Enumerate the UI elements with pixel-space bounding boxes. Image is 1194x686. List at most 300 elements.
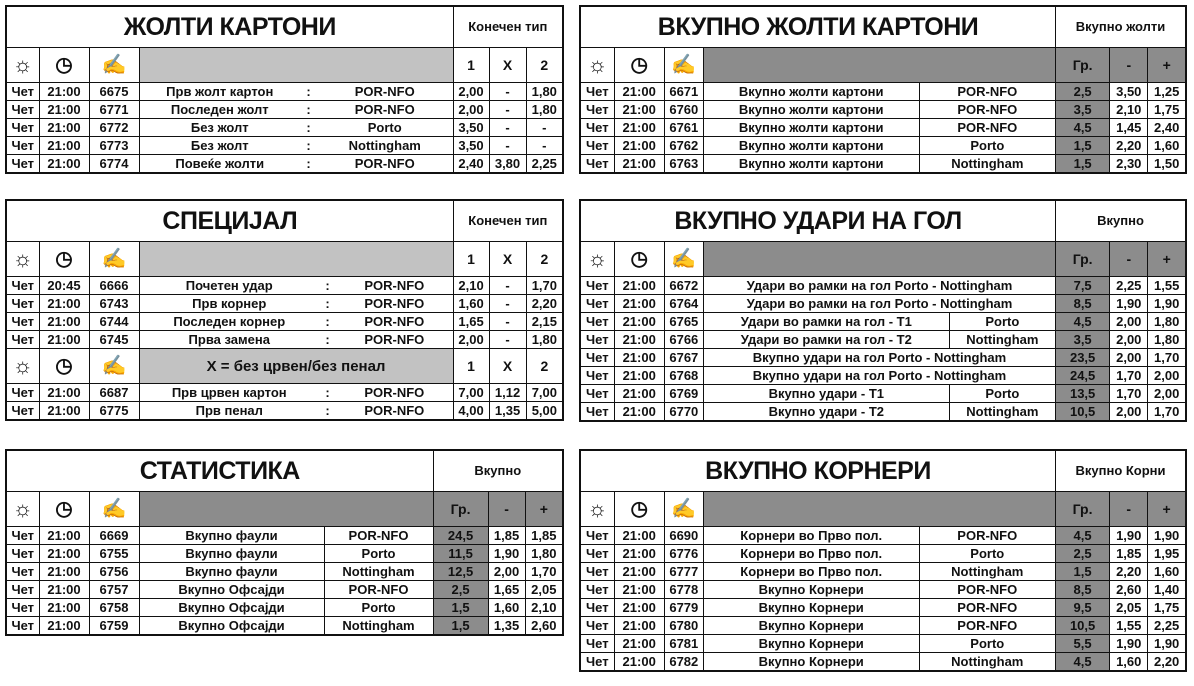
- odd-over[interactable]: 1,50: [1148, 155, 1186, 174]
- odd-under[interactable]: 3,50: [1110, 83, 1148, 101]
- odd-under[interactable]: 1,90: [1110, 527, 1148, 545]
- bet-name: Вкупно Корнери: [703, 617, 919, 635]
- odd-under[interactable]: 1,90: [488, 545, 525, 563]
- line-value: 1,5: [1056, 155, 1110, 174]
- day: Чет: [6, 83, 39, 101]
- col-gr: Гр.: [1056, 242, 1110, 277]
- code: 6765: [664, 313, 703, 331]
- table-row: [580, 653, 1186, 672]
- odd-x[interactable]: 1,35: [489, 402, 526, 421]
- odd-x[interactable]: 1,12: [489, 384, 526, 402]
- day: Чет: [580, 385, 614, 403]
- day: Чет: [6, 563, 39, 581]
- code: 6780: [664, 617, 703, 635]
- odd-1[interactable]: 1,65: [453, 313, 489, 331]
- sub-header-label: X = без црвен/без пенал: [139, 349, 453, 384]
- code: 6766: [664, 331, 703, 349]
- team: POR-NFO: [324, 581, 433, 599]
- odd-over[interactable]: 1,60: [1148, 137, 1186, 155]
- odd-under[interactable]: 2,05: [1110, 599, 1148, 617]
- odd-under[interactable]: 2,00: [1110, 313, 1148, 331]
- table-row: [580, 349, 1186, 367]
- col-1: 1: [453, 242, 489, 277]
- bet-name: Удари во рамки на гол Porto - Nottingham: [703, 295, 1055, 313]
- code: 6777: [664, 563, 703, 581]
- day: Чет: [580, 331, 614, 349]
- clock-icon: ◷: [614, 492, 664, 527]
- line-value: 10,5: [1056, 403, 1110, 422]
- odd-2[interactable]: 2,20: [526, 295, 563, 313]
- team: Nottingham: [949, 331, 1055, 349]
- team: POR-NFO: [919, 581, 1055, 599]
- odd-1[interactable]: 2,40: [453, 155, 489, 174]
- day: Чет: [580, 101, 614, 119]
- table-row: [6, 581, 563, 599]
- line-value: 3,5: [1056, 331, 1110, 349]
- day: Чет: [580, 349, 614, 367]
- odd-2[interactable]: 2,15: [526, 313, 563, 331]
- time: 21:00: [614, 137, 664, 155]
- bet-name: Вкупно жолти картони: [703, 155, 919, 174]
- code: 6767: [664, 349, 703, 367]
- odd-over[interactable]: 2,00: [1148, 385, 1186, 403]
- day: Чет: [6, 545, 39, 563]
- line-value: 2,5: [1056, 83, 1110, 101]
- line-value: 3,5: [1056, 101, 1110, 119]
- odd-over[interactable]: 1,80: [1148, 331, 1186, 349]
- odd-over[interactable]: 1,75: [1148, 599, 1186, 617]
- team: Nottingham: [324, 563, 433, 581]
- bet-name: Корнери во Прво пол.: [703, 563, 919, 581]
- odd-under[interactable]: 1,35: [488, 617, 525, 636]
- odd-2[interactable]: 5,00: [526, 402, 563, 421]
- time: 21:00: [39, 384, 89, 402]
- odd-2[interactable]: 1,70: [526, 277, 563, 295]
- table-row: [580, 617, 1186, 635]
- col-2: 2: [526, 349, 563, 384]
- time: 21:00: [39, 313, 89, 331]
- team: Porto: [919, 545, 1055, 563]
- col-gr: Гр.: [1056, 48, 1110, 83]
- odd-under[interactable]: 2,20: [1110, 137, 1148, 155]
- team: Nottingham: [919, 563, 1055, 581]
- time: 21:00: [39, 137, 89, 155]
- bet-name: Прв црвен картон: [139, 384, 319, 402]
- code: 6770: [664, 403, 703, 422]
- team: Porto: [324, 599, 433, 617]
- time: 21:00: [614, 83, 664, 101]
- odd-under[interactable]: 2,20: [1110, 563, 1148, 581]
- time: 21:00: [614, 545, 664, 563]
- odd-1[interactable]: 3,50: [453, 137, 489, 155]
- code: 6756: [89, 563, 139, 581]
- code: 6772: [89, 119, 139, 137]
- line-value: 24,5: [1056, 367, 1110, 385]
- team: POR-NFO: [336, 295, 453, 313]
- time: 21:00: [614, 155, 664, 174]
- bet-name: Без жолт: [139, 137, 300, 155]
- odd-2[interactable]: 1,80: [526, 331, 563, 349]
- table-row: Чет 21:00 6744 Последен корнер : POR-NFO 1,65 - 2,15: [6, 313, 563, 331]
- team: Nottingham: [317, 137, 453, 155]
- line-value: 4,5: [1056, 119, 1110, 137]
- team: POR-NFO: [324, 527, 433, 545]
- line-value: 1,5: [1056, 137, 1110, 155]
- pen-icon: ✍: [664, 242, 703, 277]
- bet-name: Прв пенал: [139, 402, 319, 421]
- table-row: Чет 21:00 6773 Без жолт : Nottingham 3,50 - -: [6, 137, 563, 155]
- time: 21:00: [614, 581, 664, 599]
- odd-2[interactable]: -: [526, 119, 563, 137]
- col-gr: Гр.: [1056, 492, 1110, 527]
- day: Чет: [580, 83, 614, 101]
- code: 6771: [89, 101, 139, 119]
- odd-1[interactable]: 2,00: [453, 83, 489, 101]
- sun-icon: ☼: [6, 492, 39, 527]
- odd-2[interactable]: 1,80: [526, 83, 563, 101]
- statistics-table: [5, 449, 562, 636]
- odd-over[interactable]: 1,95: [1148, 545, 1186, 563]
- section-title: ЖОЛТИ КАРТОНИ: [6, 6, 453, 48]
- odd-x[interactable]: -: [489, 277, 526, 295]
- type-label: Вкупно жолти: [1056, 6, 1186, 48]
- bet-name: Последен корнер: [139, 313, 319, 331]
- day: Чет: [580, 277, 614, 295]
- table-row: Чет 21:00 6772 Без жолт : Porto 3,50 - -: [6, 119, 563, 137]
- team: POR-NFO: [919, 101, 1055, 119]
- odd-over[interactable]: 1,75: [1148, 101, 1186, 119]
- odd-x[interactable]: -: [489, 295, 526, 313]
- table-row: [580, 545, 1186, 563]
- table-row: [580, 385, 1186, 403]
- odd-over[interactable]: 1,60: [1148, 563, 1186, 581]
- col-x: X: [489, 349, 526, 384]
- day: Чет: [580, 527, 614, 545]
- odd-under[interactable]: 1,85: [1110, 545, 1148, 563]
- odd-1[interactable]: 7,00: [453, 384, 489, 402]
- code: 6782: [664, 653, 703, 672]
- code: 6755: [89, 545, 139, 563]
- code: 6759: [89, 617, 139, 636]
- odd-1[interactable]: 2,00: [453, 331, 489, 349]
- col-minus: -: [1110, 48, 1148, 83]
- type-label: Вкупно: [1056, 200, 1186, 242]
- time: 21:00: [614, 599, 664, 617]
- bet-name: Вкупно удари на гол Porto - Nottingham: [703, 349, 1055, 367]
- odd-1[interactable]: 1,60: [453, 295, 489, 313]
- time: 21:00: [39, 83, 89, 101]
- clock-icon: ◷: [39, 492, 89, 527]
- team: POR-NFO: [919, 119, 1055, 137]
- code: 6758: [89, 599, 139, 617]
- team: POR-NFO: [919, 83, 1055, 101]
- team: Porto: [949, 313, 1055, 331]
- odd-under[interactable]: 1,60: [1110, 653, 1148, 672]
- table-row: Чет 21:00 6687 Прв црвен картон : POR-NFO 7,00 1,12 7,00: [6, 384, 563, 402]
- yellow-cards-table: [5, 5, 562, 174]
- time: 21:00: [614, 119, 664, 137]
- odd-2[interactable]: 2,25: [526, 155, 563, 174]
- odd-over[interactable]: 1,90: [1148, 295, 1186, 313]
- type-label: Конечен тип: [453, 6, 563, 48]
- odd-over[interactable]: 1,70: [1148, 403, 1186, 422]
- odd-under[interactable]: 1,90: [1110, 635, 1148, 653]
- line-value: 11,5: [433, 545, 488, 563]
- odd-over[interactable]: 1,25: [1148, 83, 1186, 101]
- day: Чет: [6, 581, 39, 599]
- total-corners-table: [579, 449, 1187, 672]
- odd-over[interactable]: 2,10: [525, 599, 563, 617]
- col-plus: +: [525, 492, 563, 527]
- day: Чет: [580, 653, 614, 672]
- line-value: 8,5: [1056, 295, 1110, 313]
- time: 21:00: [39, 527, 89, 545]
- table-row: [580, 155, 1186, 174]
- clock-icon: ◷: [39, 242, 89, 277]
- code: 6669: [89, 527, 139, 545]
- odd-x[interactable]: -: [489, 83, 526, 101]
- header-blank: [139, 48, 453, 83]
- col-2: 2: [526, 48, 563, 83]
- sun-icon: ☼: [580, 492, 614, 527]
- team: POR-NFO: [317, 155, 453, 174]
- day: Чет: [6, 313, 39, 331]
- bet-name: Удари во рамки на гол - Т2: [703, 331, 949, 349]
- odd-under[interactable]: 2,60: [1110, 581, 1148, 599]
- team: Nottingham: [919, 653, 1055, 672]
- col-1: 1: [453, 48, 489, 83]
- time: 21:00: [39, 545, 89, 563]
- team: POR-NFO: [336, 331, 453, 349]
- day: Чет: [6, 331, 39, 349]
- code: 6666: [89, 277, 139, 295]
- odd-under[interactable]: 2,00: [1110, 403, 1148, 422]
- odd-1[interactable]: 2,00: [453, 101, 489, 119]
- table-row: Чет 21:00 6745 Прва замена : POR-NFO 2,00 - 1,80: [6, 331, 563, 349]
- special-table: [5, 199, 562, 421]
- odd-x[interactable]: 3,80: [489, 155, 526, 174]
- header-blank: [703, 242, 1055, 277]
- line-value: 1,5: [1056, 563, 1110, 581]
- odd-2[interactable]: 1,80: [526, 101, 563, 119]
- odd-under[interactable]: 1,60: [488, 599, 525, 617]
- time: 21:00: [614, 385, 664, 403]
- code: 6745: [89, 331, 139, 349]
- line-value: 8,5: [1056, 581, 1110, 599]
- table-row: Чет 21:00 6675 Прв жолт картон : POR-NFO 2,00 - 1,80: [6, 83, 563, 101]
- odd-over[interactable]: 1,40: [1148, 581, 1186, 599]
- odd-2[interactable]: 7,00: [526, 384, 563, 402]
- table-row: [6, 545, 563, 563]
- table-row: [580, 563, 1186, 581]
- table-row: [580, 313, 1186, 331]
- day: Чет: [6, 384, 39, 402]
- odd-x[interactable]: -: [489, 313, 526, 331]
- table-row: [580, 295, 1186, 313]
- pen-icon: ✍: [89, 242, 139, 277]
- code: 6671: [664, 83, 703, 101]
- pen-icon: ✍: [664, 492, 703, 527]
- table-row: [580, 277, 1186, 295]
- bet-name: Вкупно фаули: [139, 545, 324, 563]
- time: 21:00: [614, 367, 664, 385]
- odd-1[interactable]: 4,00: [453, 402, 489, 421]
- odd-x[interactable]: -: [489, 101, 526, 119]
- bet-name: Почетен удар: [139, 277, 319, 295]
- odd-over[interactable]: 1,85: [525, 527, 563, 545]
- odd-over[interactable]: 1,80: [525, 545, 563, 563]
- team: POR-NFO: [919, 599, 1055, 617]
- day: Чет: [580, 581, 614, 599]
- table-row: [6, 563, 563, 581]
- odd-under[interactable]: 1,70: [1110, 385, 1148, 403]
- odd-x[interactable]: -: [489, 119, 526, 137]
- time: 21:00: [39, 119, 89, 137]
- table-row: [580, 367, 1186, 385]
- odd-under[interactable]: 1,65: [488, 581, 525, 599]
- odd-over[interactable]: 2,60: [525, 617, 563, 636]
- clock-icon: ◷: [39, 48, 89, 83]
- odd-1[interactable]: 2,10: [453, 277, 489, 295]
- code: 6774: [89, 155, 139, 174]
- clock-icon: ◷: [39, 349, 89, 384]
- bet-name: Вкупно Офсајди: [139, 581, 324, 599]
- time: 21:00: [614, 277, 664, 295]
- table-row: [580, 119, 1186, 137]
- day: Чет: [6, 137, 39, 155]
- odd-x[interactable]: -: [489, 137, 526, 155]
- day: Чет: [6, 295, 39, 313]
- bet-name: Вкупно фаули: [139, 563, 324, 581]
- col-minus: -: [488, 492, 525, 527]
- bet-name: Вкупно Офсајди: [139, 599, 324, 617]
- table-row: [6, 599, 563, 617]
- code: 6764: [664, 295, 703, 313]
- odd-under[interactable]: 1,90: [1110, 295, 1148, 313]
- col-x: X: [489, 48, 526, 83]
- odd-over[interactable]: 1,70: [1148, 349, 1186, 367]
- time: 21:00: [39, 402, 89, 421]
- odd-2[interactable]: -: [526, 137, 563, 155]
- team: Nottingham: [949, 403, 1055, 422]
- header-blank: [139, 492, 433, 527]
- odd-under[interactable]: 2,00: [1110, 349, 1148, 367]
- col-2: 2: [526, 242, 563, 277]
- day: Чет: [580, 635, 614, 653]
- day: Чет: [580, 545, 614, 563]
- team: POR-NFO: [336, 402, 453, 421]
- bet-name: Вкупно Корнери: [703, 635, 919, 653]
- day: Чет: [580, 563, 614, 581]
- code: 6769: [664, 385, 703, 403]
- odd-under[interactable]: 2,00: [1110, 331, 1148, 349]
- col-plus: +: [1148, 48, 1186, 83]
- line-value: 5,5: [1056, 635, 1110, 653]
- odd-under[interactable]: 2,25: [1110, 277, 1148, 295]
- code: 6744: [89, 313, 139, 331]
- time: 21:00: [614, 403, 664, 422]
- bet-name: Вкупно удари на гол Porto - Nottingham: [703, 367, 1055, 385]
- line-value: 24,5: [433, 527, 488, 545]
- code: 6690: [664, 527, 703, 545]
- bet-name: Вкупно Корнери: [703, 653, 919, 672]
- day: Чет: [6, 155, 39, 174]
- day: Чет: [580, 617, 614, 635]
- team: Nottingham: [919, 155, 1055, 174]
- sun-icon: ☼: [6, 349, 39, 384]
- odd-over[interactable]: 2,25: [1148, 617, 1186, 635]
- odd-over[interactable]: 1,70: [525, 563, 563, 581]
- odd-under[interactable]: 2,00: [488, 563, 525, 581]
- line-value: 2,5: [1056, 545, 1110, 563]
- table-row: Чет 21:00 6743 Прв корнер : POR-NFO 1,60 - 2,20: [6, 295, 563, 313]
- odd-over[interactable]: 2,05: [525, 581, 563, 599]
- team: POR-NFO: [919, 527, 1055, 545]
- table-row: [580, 599, 1186, 617]
- odd-over[interactable]: 1,80: [1148, 313, 1186, 331]
- col-plus: +: [1148, 242, 1186, 277]
- odd-over[interactable]: 1,90: [1148, 635, 1186, 653]
- line-value: 1,5: [433, 617, 488, 636]
- time: 21:00: [39, 331, 89, 349]
- time: 21:00: [39, 599, 89, 617]
- time: 21:00: [614, 349, 664, 367]
- time: 21:00: [39, 295, 89, 313]
- odd-under[interactable]: 1,55: [1110, 617, 1148, 635]
- odd-under[interactable]: 2,10: [1110, 101, 1148, 119]
- code: 6675: [89, 83, 139, 101]
- code: 6757: [89, 581, 139, 599]
- type-label: Конечен тип: [453, 200, 563, 242]
- odd-under[interactable]: 1,45: [1110, 119, 1148, 137]
- day: Чет: [580, 137, 614, 155]
- odd-over[interactable]: 2,00: [1148, 367, 1186, 385]
- line-value: 13,5: [1056, 385, 1110, 403]
- time: 21:00: [39, 563, 89, 581]
- col-gr: Гр.: [433, 492, 488, 527]
- odd-under[interactable]: 2,30: [1110, 155, 1148, 174]
- bet-name: Удари во рамки на гол - Т1: [703, 313, 949, 331]
- bet-name: Вкупно Корнери: [703, 581, 919, 599]
- time: 21:00: [614, 635, 664, 653]
- line-value: 4,5: [1056, 527, 1110, 545]
- pen-icon: ✍: [89, 48, 139, 83]
- code: 6763: [664, 155, 703, 174]
- odd-over[interactable]: 2,20: [1148, 653, 1186, 672]
- odd-1[interactable]: 3,50: [453, 119, 489, 137]
- table-row: [580, 403, 1186, 422]
- odd-over[interactable]: 1,90: [1148, 527, 1186, 545]
- odd-under[interactable]: 1,85: [488, 527, 525, 545]
- bet-name: Повеќе жолти: [139, 155, 300, 174]
- bet-name: Вкупно жолти картони: [703, 101, 919, 119]
- time: 21:00: [614, 313, 664, 331]
- odd-x[interactable]: -: [489, 331, 526, 349]
- odd-over[interactable]: 2,40: [1148, 119, 1186, 137]
- bet-name: Корнери во Прво пол.: [703, 527, 919, 545]
- code: 6778: [664, 581, 703, 599]
- day: Чет: [6, 617, 39, 636]
- time: 21:00: [614, 101, 664, 119]
- time: 21:00: [614, 295, 664, 313]
- table-row: [580, 83, 1186, 101]
- day: Чет: [6, 277, 39, 295]
- code: 6762: [664, 137, 703, 155]
- odd-over[interactable]: 1,55: [1148, 277, 1186, 295]
- team: POR-NFO: [336, 277, 453, 295]
- team: Porto: [949, 385, 1055, 403]
- odd-under[interactable]: 1,70: [1110, 367, 1148, 385]
